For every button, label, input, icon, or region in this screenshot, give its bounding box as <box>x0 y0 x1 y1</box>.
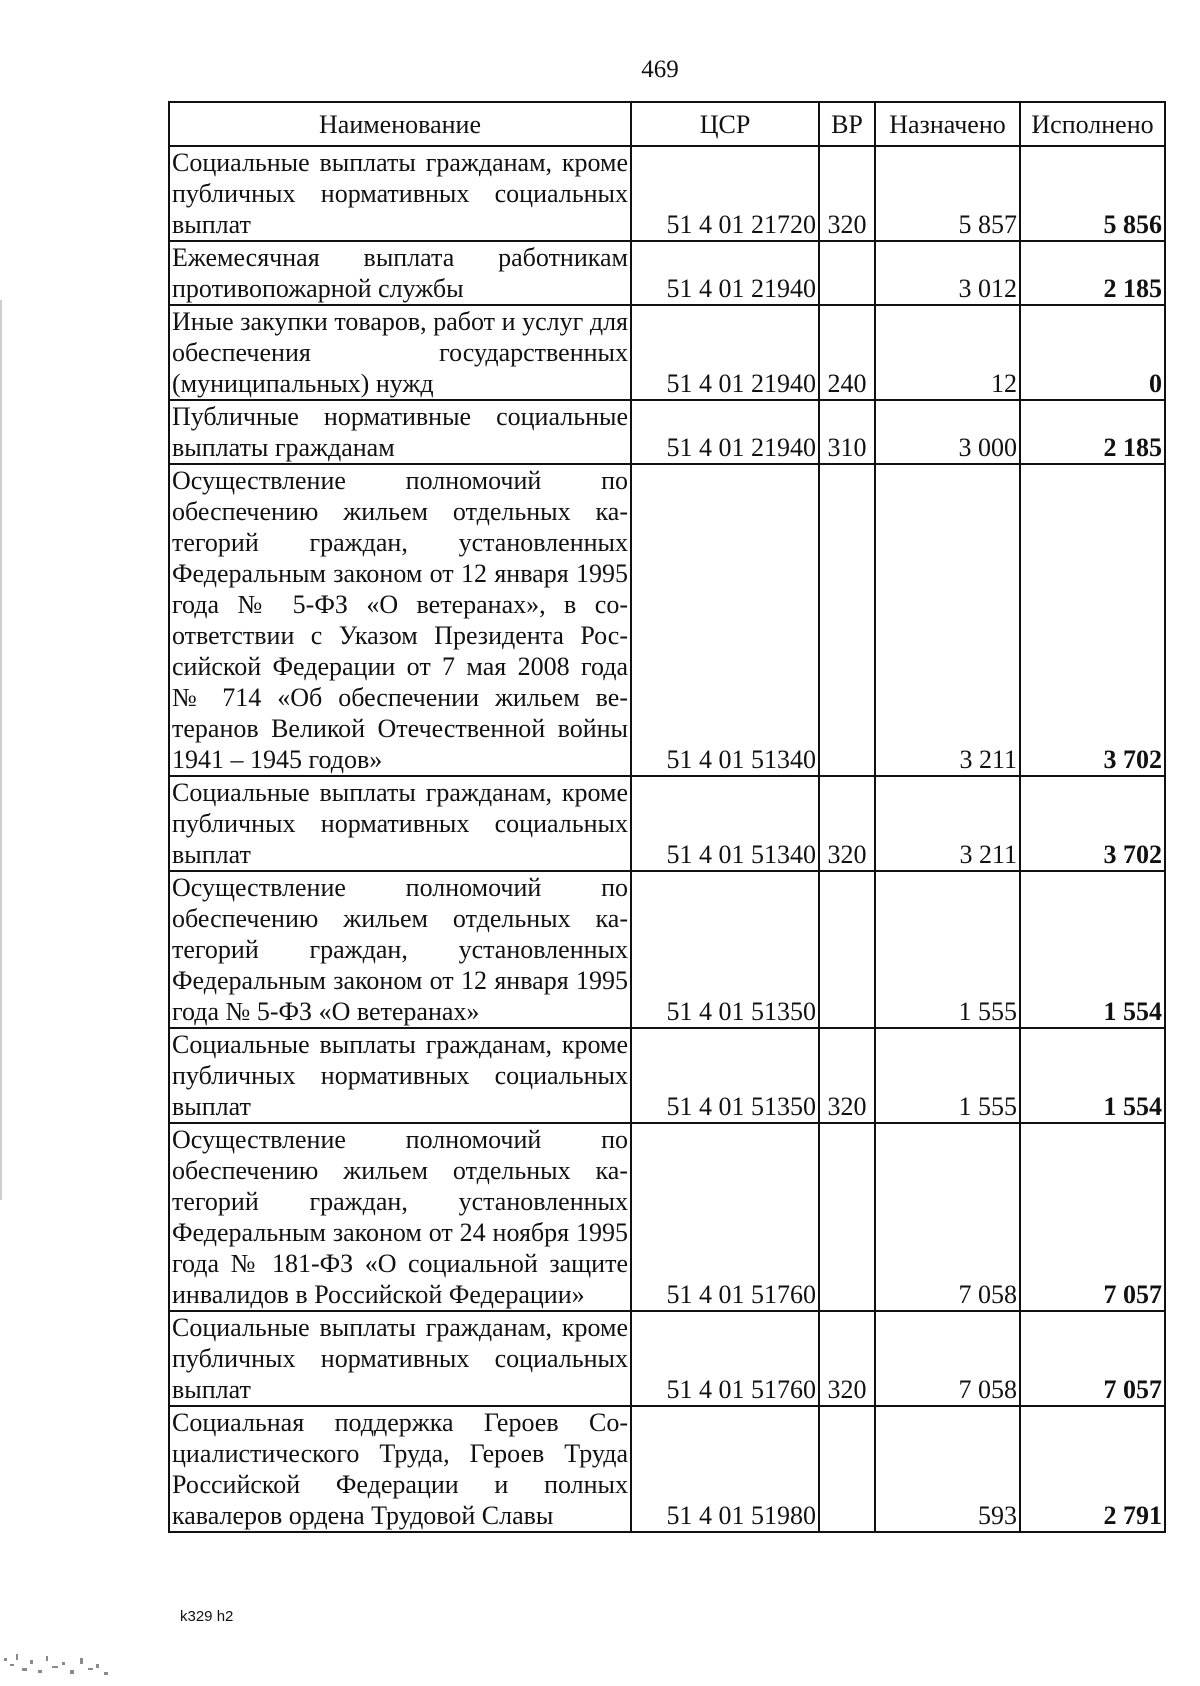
budget-execution-table <box>168 101 1166 1533</box>
row-csr: 51 4 01 51350 <box>631 871 819 1028</box>
row-name: Осуществление полномочий по обеспечению жильем отдельных категорий граждан, установленных Федеральным законом от 12 января 1995 года № 5-ФЗ «О ветеранах» <box>169 871 631 1028</box>
row-executed: 2 185 <box>1020 241 1165 305</box>
row-vr: 320 <box>819 1311 875 1406</box>
table-header <box>169 102 1165 146</box>
table-row <box>169 1028 1165 1123</box>
row-vr: 320 <box>819 776 875 871</box>
row-csr: 51 4 01 51350 <box>631 1028 819 1123</box>
row-name: Социальные выплаты гражданам, кроме публичных нормативных социальных выплат <box>169 1311 631 1406</box>
row-planned: 1 555 <box>875 1028 1020 1123</box>
row-name: Социальные выплаты гражданам, кроме публичных нормативных социальных выплат <box>169 776 631 871</box>
row-vr: 320 <box>819 1028 875 1123</box>
table-row <box>169 146 1165 241</box>
table-row <box>169 776 1165 871</box>
table-row <box>169 305 1165 400</box>
row-executed: 5 856 <box>1020 146 1165 241</box>
row-name: Социальные выплаты гражданам, кроме публичных нормативных социальных выплат <box>169 1028 631 1123</box>
row-executed: 7 057 <box>1020 1123 1165 1311</box>
row-vr <box>819 464 875 776</box>
table-row <box>169 1406 1165 1532</box>
row-executed: 1 554 <box>1020 1028 1165 1123</box>
row-executed: 0 <box>1020 305 1165 400</box>
row-executed: 2 185 <box>1020 400 1165 464</box>
row-csr: 51 4 01 51340 <box>631 464 819 776</box>
table-body <box>169 146 1165 1532</box>
row-executed: 3 702 <box>1020 776 1165 871</box>
row-csr: 51 4 01 51980 <box>631 1406 819 1532</box>
row-csr: 51 4 01 21940 <box>631 400 819 464</box>
row-planned: 3 211 <box>875 464 1020 776</box>
row-csr: 51 4 01 51340 <box>631 776 819 871</box>
document-footer-code: k329 h2 <box>180 1608 234 1625</box>
row-csr: 51 4 01 21720 <box>631 146 819 241</box>
row-csr: 51 4 01 21940 <box>631 241 819 305</box>
row-vr: 310 <box>819 400 875 464</box>
row-name: Осуществление полномочий по обеспечению жильем отдельных категорий граждан, установленных Федеральным законом от 24 ноября 1995 года № 181-ФЗ «О социальной защите инвалидов в Российской Федерации» <box>169 1123 631 1311</box>
row-planned: 12 <box>875 305 1020 400</box>
row-planned: 3 012 <box>875 241 1020 305</box>
row-name: Социальная поддержка Героев Социалистического Труда, Героев Труда Российской Федерации и полных кавалеров ордена Трудовой Славы <box>169 1406 631 1532</box>
header-row <box>169 102 1165 146</box>
row-executed: 1 554 <box>1020 871 1165 1028</box>
row-planned: 5 857 <box>875 146 1020 241</box>
header-name: Наименование <box>169 102 631 146</box>
table-row <box>169 1123 1165 1311</box>
scan-noise-marks <box>0 1640 120 1686</box>
header-executed: Исполнено <box>1020 102 1165 146</box>
row-planned: 1 555 <box>875 871 1020 1028</box>
header-vr: ВР <box>819 102 875 146</box>
header-planned: Назначено <box>875 102 1020 146</box>
header-csr: ЦСР <box>631 102 819 146</box>
row-vr <box>819 1123 875 1311</box>
row-executed: 2 791 <box>1020 1406 1165 1532</box>
row-vr: 320 <box>819 146 875 241</box>
row-csr: 51 4 01 21940 <box>631 305 819 400</box>
row-name: Публичные нормативные социальные выплаты гражданам <box>169 400 631 464</box>
row-planned: 7 058 <box>875 1311 1020 1406</box>
row-planned: 3 211 <box>875 776 1020 871</box>
row-executed: 3 702 <box>1020 464 1165 776</box>
row-name: Социальные выплаты гражданам, кроме публичных нормативных социальных выплат <box>169 146 631 241</box>
scan-edge-line <box>0 300 2 1200</box>
table-row <box>169 464 1165 776</box>
row-csr: 51 4 01 51760 <box>631 1311 819 1406</box>
row-planned: 3 000 <box>875 400 1020 464</box>
row-vr <box>819 871 875 1028</box>
row-executed: 7 057 <box>1020 1311 1165 1406</box>
row-name: Осуществление полномочий по обеспечению жильем отдельных категорий граждан, установленных Федеральным законом от 12 января 1995 года № 5-ФЗ «О ветеранах», в соответствии с Указом Президента Российской Федерации от 7 мая 2008 года № 714 «Об обеспечении жильем ветеранов Великой Отечественной войны 1941 – 1945 годов» <box>169 464 631 776</box>
row-vr <box>819 241 875 305</box>
table-row <box>169 1311 1165 1406</box>
row-csr: 51 4 01 51760 <box>631 1123 819 1311</box>
row-planned: 7 058 <box>875 1123 1020 1311</box>
table-row <box>169 241 1165 305</box>
row-planned: 593 <box>875 1406 1020 1532</box>
table-row <box>169 400 1165 464</box>
row-vr <box>819 1406 875 1532</box>
table-row <box>169 871 1165 1028</box>
page-number: 469 <box>641 56 679 83</box>
row-name: Ежемесячная выплата работникам противопожарной службы <box>169 241 631 305</box>
row-name: Иные закупки товаров, работ и услуг для обеспечения государственных (муниципальных) нужд <box>169 305 631 400</box>
row-vr: 240 <box>819 305 875 400</box>
